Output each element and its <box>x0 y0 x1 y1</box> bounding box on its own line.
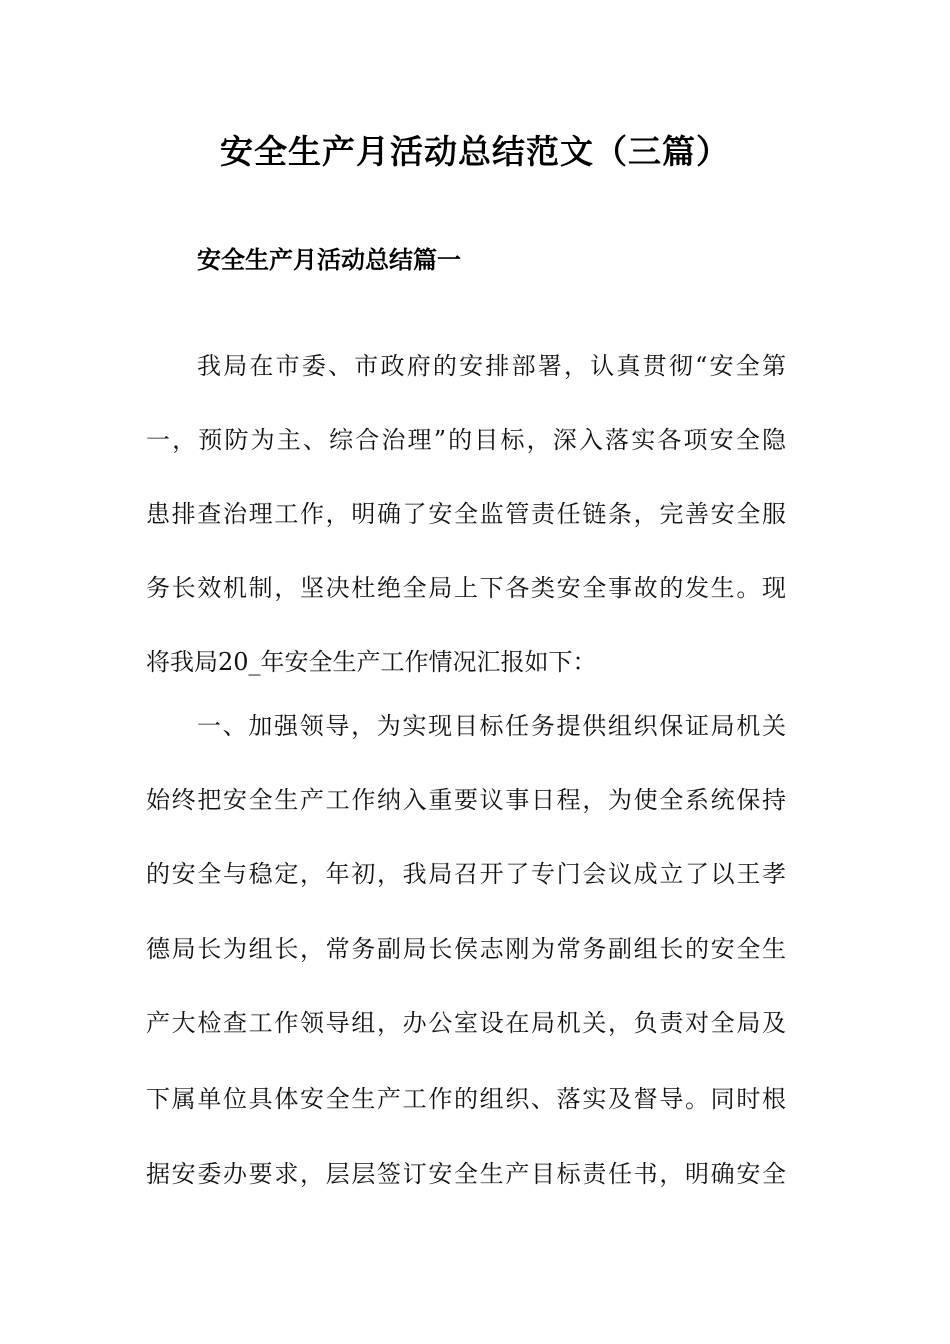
paragraph-line: 将我局20_年安全生产工作情况汇报如下： <box>146 648 597 676</box>
document-title: 安全生产月活动总结范文（三篇） <box>220 132 730 171</box>
paragraph-line: 下属单位具体安全生产工作的组织、落实及督导。同时根 <box>146 1085 786 1113</box>
paragraph-line: 我局在市委、市政府的安排部署，认真贯彻“安全第 <box>197 352 786 380</box>
paragraph-line: 一、加强领导，为实现目标任务提供组织保证局机关 <box>197 712 786 740</box>
paragraph-line: 务长效机制，坚决杜绝全局上下各类安全事故的发生。现 <box>146 574 786 602</box>
section-heading: 安全生产月活动总结篇一 <box>197 246 461 274</box>
paragraph-line: 的安全与稳定，年初，我局召开了专门会议成立了以王孝 <box>146 860 786 888</box>
paragraph-line: 患排查治理工作，明确了安全监管责任链条，完善安全服 <box>146 500 786 528</box>
paragraph-line: 据安委办要求，层层签订安全生产目标责任书，明确安全 <box>146 1160 786 1188</box>
paragraph-line: 一，预防为主、综合治理”的目标，深入落实各项安全隐 <box>146 426 786 454</box>
paragraph-line: 德局长为组长，常务副局长侯志刚为常务副组长的安全生 <box>146 935 786 963</box>
paragraph-line: 始终把安全生产工作纳入重要议事日程，为使全系统保持 <box>146 786 786 814</box>
paragraph-line: 产大检查工作领导组，办公室设在局机关，负责对全局及 <box>146 1009 786 1037</box>
